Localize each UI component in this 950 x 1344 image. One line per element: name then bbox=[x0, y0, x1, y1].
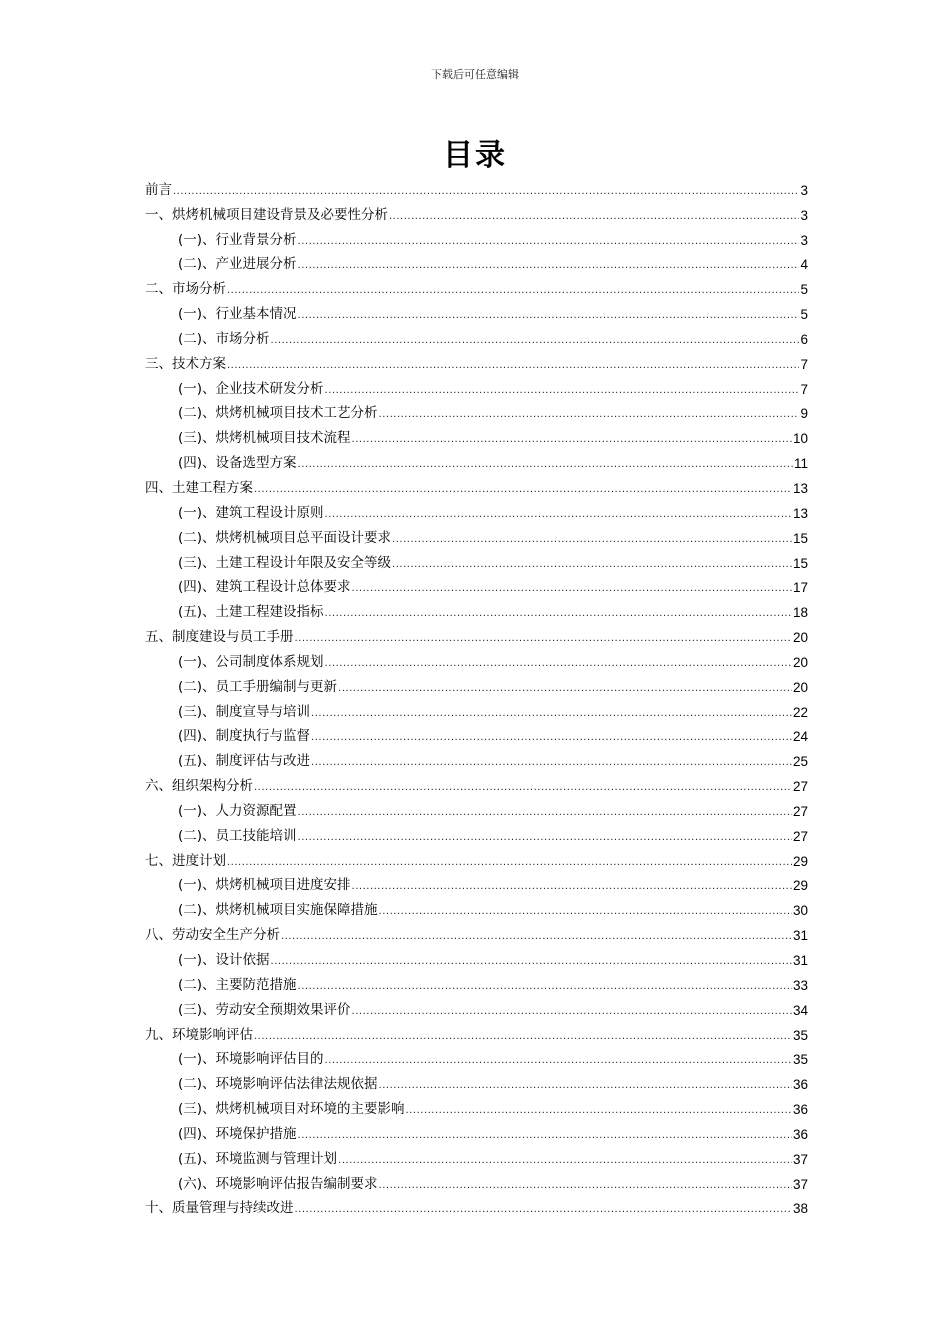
toc-subentry[interactable] bbox=[145, 596, 808, 621]
toc-page-number: 35 bbox=[792, 1052, 808, 1068]
toc-page-number: 31 bbox=[792, 953, 808, 968]
toc-dot-leader bbox=[379, 1179, 792, 1193]
toc-dot-leader bbox=[298, 458, 793, 472]
toc-dot-leader bbox=[352, 1005, 792, 1019]
toc-entry[interactable] bbox=[145, 1019, 808, 1044]
toc-entry[interactable] bbox=[145, 199, 808, 224]
toc-entry[interactable] bbox=[145, 919, 808, 944]
toc-page-number: 25 bbox=[792, 754, 808, 770]
toc-subentry[interactable] bbox=[145, 721, 808, 746]
toc-page-number: 15 bbox=[792, 530, 808, 546]
toc-subentry[interactable] bbox=[145, 795, 808, 820]
toc-entry-title: (二)、烘烤机械项目技术工艺分析 bbox=[178, 405, 378, 422]
toc-page-number: 36 bbox=[792, 1102, 808, 1118]
toc-dot-leader bbox=[311, 731, 792, 745]
toc-subentry[interactable] bbox=[145, 572, 808, 597]
toc-dot-leader bbox=[379, 408, 800, 422]
toc-dot-leader bbox=[227, 359, 799, 373]
toc-page-number: 34 bbox=[792, 1002, 808, 1018]
table-of-contents bbox=[145, 174, 808, 1217]
toc-dot-leader bbox=[338, 682, 792, 696]
toc-page-number: 15 bbox=[792, 555, 808, 571]
toc-dot-leader bbox=[379, 1079, 792, 1093]
toc-entry-title: 六、组织架构分析 bbox=[145, 778, 253, 795]
toc-entry-title: 八、劳动安全生产分析 bbox=[145, 927, 280, 944]
toc-entry-title: 五、制度建设与员工手册 bbox=[145, 629, 294, 646]
toc-page-number: 24 bbox=[792, 729, 808, 745]
toc-subentry[interactable] bbox=[145, 894, 808, 919]
toc-entry[interactable] bbox=[145, 348, 808, 373]
toc-page-number: 5 bbox=[800, 307, 808, 323]
toc-dot-leader bbox=[352, 880, 792, 894]
toc-dot-leader bbox=[298, 1129, 792, 1143]
toc-entry-title: (二)、环境影响评估法律法规依据 bbox=[178, 1076, 378, 1093]
toc-page-number: 20 bbox=[792, 679, 808, 695]
toc-entry[interactable] bbox=[145, 1193, 808, 1218]
toc-dot-leader bbox=[254, 781, 792, 795]
toc-subentry[interactable] bbox=[145, 249, 808, 274]
toc-dot-leader bbox=[379, 905, 792, 919]
toc-page-number: 36 bbox=[792, 1077, 808, 1093]
toc-page-number: 13 bbox=[792, 505, 808, 521]
toc-subentry[interactable] bbox=[145, 1143, 808, 1168]
toc-entry-title: (五)、制度评估与改进 bbox=[178, 753, 311, 770]
toc-entry-title: (二)、市场分析 bbox=[178, 330, 270, 347]
toc-subentry[interactable] bbox=[145, 745, 808, 770]
toc-dot-leader bbox=[298, 806, 792, 820]
toc-subentry[interactable] bbox=[145, 422, 808, 447]
toc-dot-leader bbox=[325, 607, 792, 621]
toc-entry-title: (二)、员工技能培训 bbox=[178, 827, 297, 844]
toc-entry-title: (一)、企业技术研发分析 bbox=[178, 380, 324, 397]
toc-page-number: 10 bbox=[792, 431, 808, 447]
toc-entry-title: (一)、公司制度体系规划 bbox=[178, 653, 324, 670]
toc-page-number: 5 bbox=[800, 282, 808, 298]
toc-entry-title: 三、技术方案 bbox=[145, 355, 226, 372]
toc-subentry[interactable] bbox=[145, 820, 808, 845]
toc-subentry[interactable] bbox=[145, 447, 808, 472]
toc-dot-leader bbox=[298, 309, 800, 323]
toc-dot-leader bbox=[254, 483, 792, 497]
toc-page-number: 29 bbox=[792, 853, 808, 869]
toc-subentry[interactable] bbox=[145, 696, 808, 721]
toc-entry-title: (五)、土建工程建设指标 bbox=[178, 604, 324, 621]
toc-entry-title: (三)、土建工程设计年限及安全等级 bbox=[178, 554, 392, 571]
toc-entry-title: 前言 bbox=[145, 181, 172, 198]
toc-dot-leader bbox=[271, 334, 800, 348]
toc-subentry[interactable] bbox=[145, 1093, 808, 1118]
toc-dot-leader bbox=[325, 1054, 792, 1068]
toc-dot-leader bbox=[227, 856, 792, 870]
toc-page-number: 7 bbox=[800, 356, 808, 372]
toc-dot-leader bbox=[352, 433, 792, 447]
toc-subentry[interactable] bbox=[145, 1044, 808, 1069]
toc-dot-leader bbox=[173, 185, 799, 199]
toc-dot-leader bbox=[389, 210, 799, 224]
toc-page-number: 3 bbox=[800, 232, 808, 248]
toc-page-number: 11 bbox=[793, 456, 808, 472]
toc-dot-leader bbox=[281, 930, 792, 944]
toc-dot-leader bbox=[227, 284, 799, 298]
toc-entry-title: (二)、烘烤机械项目总平面设计要求 bbox=[178, 529, 392, 546]
toc-subentry[interactable] bbox=[145, 969, 808, 994]
toc-entry[interactable] bbox=[145, 621, 808, 646]
toc-subentry[interactable] bbox=[145, 1068, 808, 1093]
toc-dot-leader bbox=[298, 831, 792, 845]
page-title: 目录 bbox=[443, 138, 507, 173]
toc-subentry[interactable] bbox=[145, 1168, 808, 1193]
toc-subentry[interactable] bbox=[145, 298, 808, 323]
toc-entry[interactable] bbox=[145, 845, 808, 870]
toc-entry[interactable] bbox=[145, 770, 808, 795]
toc-subentry[interactable] bbox=[145, 547, 808, 572]
toc-subentry[interactable] bbox=[145, 870, 808, 895]
toc-dot-leader bbox=[392, 558, 792, 572]
toc-entry-title: (一)、行业基本情况 bbox=[178, 306, 297, 323]
toc-entry-title: (一)、行业背景分析 bbox=[178, 231, 297, 248]
toc-entry-title: 七、进度计划 bbox=[145, 852, 226, 869]
toc-dot-leader bbox=[325, 657, 792, 671]
toc-subentry[interactable] bbox=[145, 323, 808, 348]
toc-subentry[interactable] bbox=[145, 398, 808, 423]
toc-dot-leader bbox=[271, 955, 792, 969]
toc-dot-leader bbox=[325, 508, 792, 522]
toc-dot-leader bbox=[295, 632, 792, 646]
toc-page-number: 3 bbox=[800, 207, 808, 223]
toc-subentry[interactable] bbox=[145, 671, 808, 696]
toc-dot-leader bbox=[298, 259, 800, 273]
toc-entry-title: (一)、环境影响评估目的 bbox=[178, 1051, 324, 1068]
toc-dot-leader bbox=[295, 1203, 792, 1217]
toc-page-number: 13 bbox=[792, 480, 808, 496]
toc-entry-title: 九、环境影响评估 bbox=[145, 1026, 253, 1043]
toc-entry-title: (四)、环境保护措施 bbox=[178, 1125, 297, 1142]
toc-page-number: 29 bbox=[792, 878, 808, 894]
toc-page-number: 27 bbox=[792, 828, 808, 844]
toc-page-number: 27 bbox=[792, 779, 808, 795]
toc-subentry[interactable] bbox=[145, 224, 808, 249]
toc-entry-title: (六)、环境影响评估报告编制要求 bbox=[178, 1175, 378, 1192]
toc-entry-title: (二)、员工手册编制与更新 bbox=[178, 678, 338, 695]
toc-entry-title: (一)、建筑工程设计原则 bbox=[178, 504, 324, 521]
toc-page-number: 36 bbox=[792, 1126, 808, 1142]
toc-subentry[interactable] bbox=[145, 944, 808, 969]
toc-entry-title: (二)、产业进展分析 bbox=[178, 256, 297, 273]
toc-subentry[interactable] bbox=[145, 994, 808, 1019]
toc-entry-title: 一、烘烤机械项目建设背景及必要性分析 bbox=[145, 206, 388, 223]
toc-dot-leader bbox=[352, 582, 792, 596]
toc-page-number: 35 bbox=[792, 1027, 808, 1043]
toc-entry-title: (二)、主要防范措施 bbox=[178, 976, 297, 993]
toc-entry-title: (二)、烘烤机械项目实施保障措施 bbox=[178, 902, 378, 919]
toc-dot-leader bbox=[254, 1030, 792, 1044]
toc-dot-leader bbox=[311, 707, 792, 721]
toc-entry-title: (五)、环境监测与管理计划 bbox=[178, 1150, 338, 1167]
toc-page-number: 6 bbox=[800, 331, 808, 347]
toc-page-number: 38 bbox=[792, 1201, 808, 1217]
toc-page-number: 3 bbox=[800, 182, 808, 198]
toc-entry-title: (四)、制度执行与监督 bbox=[178, 728, 311, 745]
toc-entry-title: 十、质量管理与持续改进 bbox=[145, 1200, 294, 1217]
toc-entry-title: (四)、设备选型方案 bbox=[178, 455, 297, 472]
toc-entry[interactable] bbox=[145, 174, 808, 199]
toc-dot-leader bbox=[406, 1104, 792, 1118]
toc-subentry[interactable] bbox=[145, 373, 808, 398]
toc-subentry[interactable] bbox=[145, 646, 808, 671]
toc-page-number: 18 bbox=[792, 605, 808, 621]
toc-page-number: 22 bbox=[792, 704, 808, 720]
toc-entry-title: (三)、烘烤机械项目技术流程 bbox=[178, 430, 351, 447]
toc-entry-title: (一)、设计依据 bbox=[178, 952, 270, 968]
toc-entry-title: (三)、制度宣导与培训 bbox=[178, 703, 311, 720]
toc-dot-leader bbox=[338, 1154, 792, 1168]
toc-page-number: 31 bbox=[792, 928, 808, 944]
toc-entry-title: (一)、烘烤机械项目进度安排 bbox=[178, 877, 351, 894]
toc-page-number: 9 bbox=[800, 406, 808, 422]
toc-entry-title: (四)、建筑工程设计总体要求 bbox=[178, 579, 351, 596]
toc-entry-title: (三)、烘烤机械项目对环境的主要影响 bbox=[178, 1101, 405, 1118]
toc-dot-leader bbox=[325, 384, 800, 398]
toc-entry-title: (三)、劳动安全预期效果评价 bbox=[178, 1001, 351, 1018]
toc-entry-title: (一)、人力资源配置 bbox=[178, 802, 297, 819]
toc-dot-leader bbox=[298, 235, 800, 249]
toc-dot-leader bbox=[392, 533, 792, 547]
toc-page-number: 20 bbox=[792, 654, 808, 670]
toc-page-number: 20 bbox=[792, 630, 808, 646]
toc-subentry[interactable] bbox=[145, 497, 808, 522]
toc-page-number: 33 bbox=[792, 977, 808, 993]
toc-page-number: 30 bbox=[792, 903, 808, 919]
toc-entry-title: 四、土建工程方案 bbox=[145, 479, 253, 496]
toc-page-number: 27 bbox=[792, 803, 808, 819]
toc-page-number: 37 bbox=[792, 1151, 808, 1167]
header-note: 下载后可任意编辑 bbox=[431, 68, 519, 81]
toc-page-number: 37 bbox=[792, 1176, 808, 1192]
toc-subentry[interactable] bbox=[145, 522, 808, 547]
toc-entry-title: 二、市场分析 bbox=[145, 281, 226, 298]
toc-entry[interactable] bbox=[145, 472, 808, 497]
toc-dot-leader bbox=[298, 980, 792, 994]
toc-entry[interactable] bbox=[145, 273, 808, 298]
toc-page-number: 7 bbox=[800, 381, 808, 397]
toc-dot-leader bbox=[311, 756, 792, 770]
toc-page-number: 17 bbox=[792, 580, 808, 596]
toc-page-number: 4 bbox=[800, 257, 808, 273]
toc-subentry[interactable] bbox=[145, 1118, 808, 1143]
